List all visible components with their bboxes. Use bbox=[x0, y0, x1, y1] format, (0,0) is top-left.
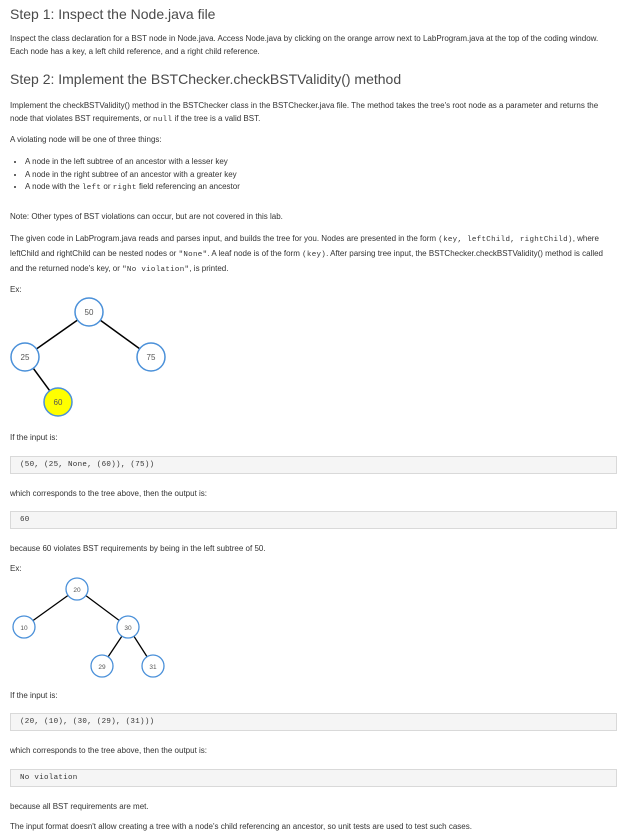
given-text: , where leftChild and rightChild can be nested nodes or bbox=[10, 234, 599, 258]
example1-output-box: 60 bbox=[10, 511, 617, 529]
step2-intro-text: Implement the checkBSTValidity() method in the BSTChecker class in the BSTChecker.java file. The method takes the tree's root node as a parameter and returns the node that violates BST requirements, or bbox=[10, 101, 599, 123]
node-key: 25 bbox=[20, 353, 30, 362]
no-violation-code: "No violation" bbox=[122, 266, 190, 274]
example1-because: because 60 violates BST requirements by being in the left subtree of 50. bbox=[10, 544, 266, 553]
given-text: The given code in LabProgram.java reads and parses input, and builds the tree for you. Nodes are presented in the form bbox=[10, 234, 439, 243]
node-key: 50 bbox=[84, 308, 94, 317]
example2-input-box: (20, (10), (30, (29), (31))) bbox=[10, 713, 617, 731]
node-key: 31 bbox=[149, 664, 157, 671]
example2-tree bbox=[10, 575, 170, 680]
example2-because: because all BST requirements are met. bbox=[10, 802, 149, 811]
violation-item bbox=[25, 181, 240, 195]
bullet-text: A node with the bbox=[25, 182, 82, 191]
given-text: , is printed. bbox=[189, 264, 229, 273]
step2-intro-text-end: if the tree is a valid BST. bbox=[172, 114, 261, 123]
given-code-paragraph bbox=[10, 232, 616, 277]
given-text: . After parsing tree input, the BSTChecker.checkBSTValidity() method is called and the returned node's key, or bbox=[10, 249, 603, 273]
leaf-code: (key) bbox=[302, 251, 327, 259]
left-code: left bbox=[81, 184, 102, 192]
example2-corresponds: which corresponds to the tree above, then the output is: bbox=[10, 746, 208, 755]
example1-tree bbox=[10, 295, 190, 425]
bullet-text: or bbox=[101, 182, 113, 191]
node-key: 75 bbox=[146, 353, 156, 362]
node-key: 20 bbox=[73, 587, 81, 594]
node-key: 30 bbox=[124, 625, 132, 632]
violation-item: • A node in the right subtree of an ancestor with a greater key bbox=[25, 169, 240, 182]
step1-title: Step 1: Inspect the Node.java file bbox=[10, 6, 216, 22]
step1-body: Inspect the class declaration for a BST node in Node.java. Access Node.java by clicking on the orange arrow next to LabProgram.java at the top of the coding window. Each node has a key, a left child reference, and a right child reference. bbox=[10, 34, 599, 56]
none-code: "None" bbox=[178, 251, 208, 259]
note: Note: Other types of BST violations can occur, but are not covered in this lab. bbox=[10, 212, 283, 221]
right-code: right bbox=[112, 184, 137, 192]
example2-if-input: If the input is: bbox=[10, 691, 58, 700]
violation-list bbox=[10, 156, 240, 195]
given-text: . A leaf node is of the form bbox=[207, 249, 303, 258]
step2-title: Step 2: Implement the BSTChecker.checkBSTValidity() method bbox=[10, 71, 402, 87]
form-code: (key, leftChild, rightChild) bbox=[438, 236, 573, 244]
example1-input-box: (50, (25, None, (60)), (75)) bbox=[10, 456, 617, 474]
example1-label: Ex: bbox=[10, 285, 22, 294]
violating-lead: A violating node will be one of three things: bbox=[10, 135, 162, 144]
example2-output-box: No violation bbox=[10, 769, 617, 787]
bullet-text: field referencing an ancestor bbox=[136, 182, 240, 191]
node-key: 60 bbox=[53, 398, 63, 407]
example2-label: Ex: bbox=[10, 564, 22, 573]
violation-item: • A node in the left subtree of an ancestor with a lesser key bbox=[25, 156, 240, 169]
example1-corresponds: which corresponds to the tree above, then the output is: bbox=[10, 489, 208, 498]
example1-if-input: If the input is: bbox=[10, 433, 58, 442]
step2-intro bbox=[10, 99, 610, 127]
footer-note: The input format doesn't allow creating a tree with a node's child referencing an ancestor, so unit tests are used to test such cases. bbox=[10, 822, 472, 831]
node-key: 10 bbox=[20, 625, 28, 632]
node-key: 29 bbox=[98, 664, 106, 671]
null-code: null bbox=[153, 116, 173, 124]
